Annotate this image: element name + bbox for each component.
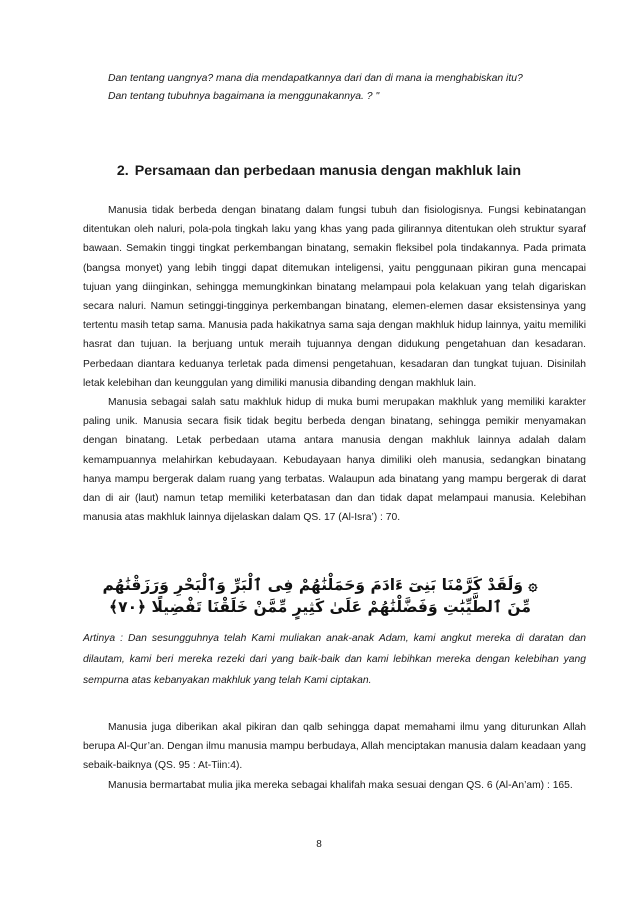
quote-line-1: Dan tentang uangnya? mana dia mendapatkannya dari dan di mana ia menghabiskan itu? bbox=[108, 73, 523, 84]
paragraph: Manusia sebagai salah satu makhluk hidup di muka bumi merupakan makhluk yang memiliki karakter paling unik. Manusia secara fisik tidak begitu berbeda dengan binatang, sehingga pemikir menyamakan dengan binatang. Letak perbedaan utama antara manusia dengan makhluk lainnya adalah dalam kemampuannya melahirkan kebudayaan. Kebudayaan hanya dimiliki oleh manusia, sedangkan binatang hanya mampu bergerak dalam ruang yang terbatas. Walaupun ada binatang yang mampu bergerak di darat dan di air (laut) namun tetap memiliki keterbatasan dan dan tidak dapat melampaui manusia. Kelebihan manusia atas makhluk lainnya dijelaskan dalam QS. 17 (Al-Isra’) : 70. bbox=[83, 397, 586, 524]
section-number: 2. bbox=[116, 163, 129, 179]
paragraph: Manusia tidak berbeda dengan binatang dalam fungsi tubuh dan fisiologisnya. Fungsi kebinatangan ditentukan oleh naluri, pola-pola tingkah laku yang khas yang pada gilirannya ditentukan oleh struktur syaraf bawaan. Semakin tinggi tingkat perkembangan binatang, semakin fleksibel pola tindakannya. Pada primata (bangsa monyet) yang lebih tinggi dapat ditemukan inteligensi, yaitu penggunaan pikiran guna mencapai tujuan yang diinginkan, sehingga memungkinkan binatang melampaui pola kelakuan yang telah digariskan secara naluri. Namun setinggi-tingginya perkembangan binatang, elemen-elemen dasar eksistensinya yang tertentu masih tetap sama. Manusia pada hakikatnya sama saja dengan makhluk hidup lainnya, yaitu memiliki hasrat dan tujuan. Ia berjuang untuk meraih tujuannya dengan didukung pengetahuan dan kesadaran. Perbedaan diantara keduanya terletak pada dimensi pengetahuan, kesadaran dan tungkat tujuan. Disinilah letak kelebihan dan keunggulan yang dimiliki manusia dibanding dengan makhluk lain. bbox=[83, 205, 586, 389]
translation-text: Artinya : Dan sesungguhnya telah Kami muliakan anak-anak Adam, kami angkut mereka di daratan dan dilautam, kami beri mereka rezeki dari yang baik-baik dan kami lebihkan mereka dengan kelebihan yang sempurna atas kebanyakan makhluk yang telah Kami ciptakan. bbox=[83, 633, 586, 686]
verse-translation bbox=[83, 628, 586, 691]
section-title: Persamaan dan perbedaan manusia dengan makhluk lain bbox=[134, 163, 522, 179]
quote-line-2: Dan tentang tubuhnya bagaimana ia menggunakannya. ? " bbox=[108, 91, 380, 102]
arabic-line-2: مِّنَ ٱلطَّيِّبَٰتِ وَفَضَّلْنَٰهُمْ عَلَىٰ كَثِيرٍ مِّمَّنْ خَلَقْنَا تَفْضِيلًا ﴿٧٠﴾ bbox=[109, 598, 531, 616]
section-heading bbox=[0, 163, 638, 179]
page-number: 8 bbox=[316, 839, 322, 850]
body-text-1 bbox=[83, 201, 586, 527]
paragraph: Manusia bermartabat mulia jika mereka sebagai khalifah maka sesuai dengan QS. 6 (Al-An’am) : 165. bbox=[108, 779, 573, 791]
arabic-line-1: ۞ وَلَقَدْ كَرَّمْنَا بَنِىٓ ءَادَمَ وَحَمَلْنَٰهُمْ فِى ٱلْبَرِّ وَٱلْبَحْرِ وَرَزَقْنَٰهُم bbox=[102, 576, 538, 594]
paragraph: Manusia juga diberikan akal pikiran dan qalb sehingga dapat memahami ilmu yang diturunkan Allah berupa Al-Qur’an. Dengan ilmu manusia mampu berbudaya, Allah menciptakan manusia dalam keadaan yang sebaik-baiknya (QS. 95 : At-Tiin:4). bbox=[83, 722, 586, 772]
quote-block bbox=[108, 70, 586, 106]
body-text-2 bbox=[83, 718, 586, 795]
quran-verse-arabic bbox=[100, 574, 540, 624]
